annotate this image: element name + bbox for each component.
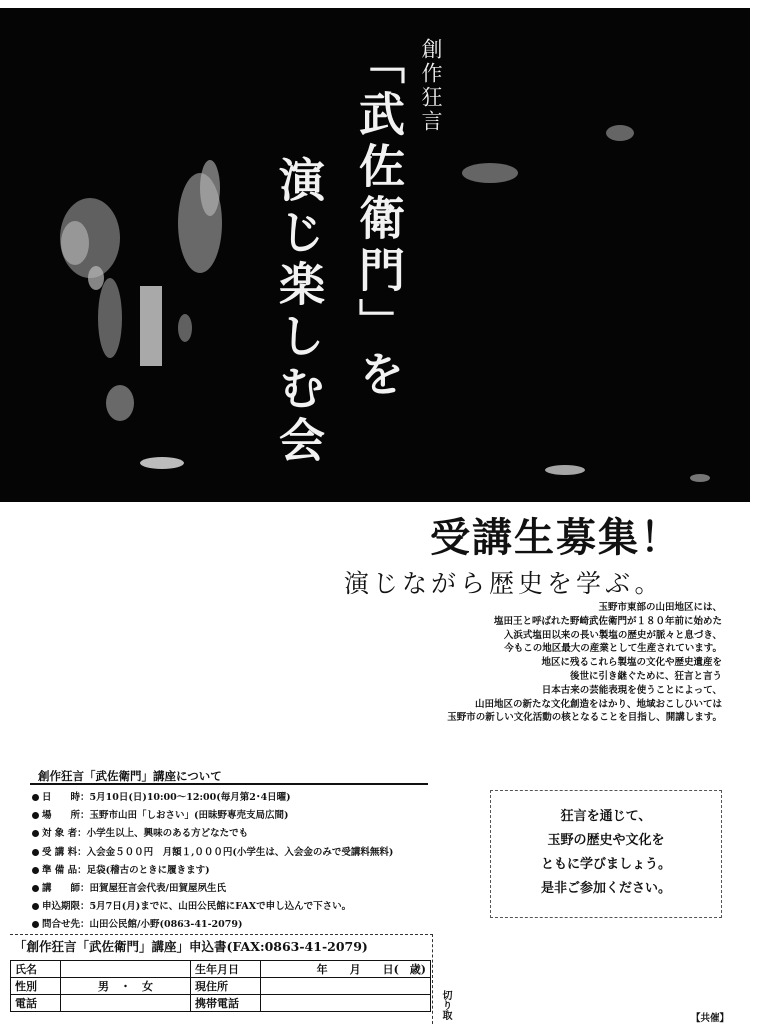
info-item-text: 受 講 料：入会金５００円 月額１,０００円(小学生は、入会金のみで受講料無料) bbox=[42, 846, 394, 858]
info-item bbox=[32, 825, 393, 843]
intro-line: 玉野市の新しい文化活動の核となることを目指し、開講します。 bbox=[447, 712, 722, 724]
info-item-text: 講 師：田賀屋狂言会代表/田賀屋夙生氏 bbox=[42, 883, 226, 895]
name-label: 氏名 bbox=[11, 961, 61, 978]
intro-paragraph bbox=[447, 601, 722, 725]
cut-here-label: 切り取 bbox=[440, 990, 451, 1020]
bullet-icon bbox=[32, 903, 39, 910]
phone-field[interactable] bbox=[61, 995, 191, 1012]
mobile-field[interactable] bbox=[261, 995, 431, 1012]
address-field[interactable] bbox=[261, 978, 431, 995]
info-item bbox=[32, 898, 393, 916]
bullet-icon bbox=[32, 812, 39, 819]
bullet-icon bbox=[32, 885, 39, 892]
recruitment-headline: 受講生募集！ bbox=[430, 514, 682, 561]
intro-line: 山田地区の新たな文化創造をはかり、地域おこしひいては bbox=[474, 698, 722, 710]
gender-label: 性別 bbox=[11, 978, 61, 995]
callout-line: 狂言を通じて、 bbox=[560, 809, 652, 824]
info-item-text: 場 所：玉野市山田「しおさい」(田昧野専売支局広間) bbox=[42, 810, 289, 822]
mobile-label: 携帯電話 bbox=[191, 995, 261, 1012]
info-item-text: 対 象 者：小学生以上、興味のある方どなたでも bbox=[42, 828, 249, 840]
bullet-icon bbox=[32, 849, 39, 856]
birth-field[interactable]: 年 月 日( 歳) bbox=[261, 961, 431, 978]
intro-line: 玉野市東部の山田地区には、 bbox=[598, 602, 722, 613]
intro-line: 日本古来の芸能表現を使うことによって、 bbox=[541, 684, 722, 696]
info-item bbox=[32, 862, 393, 880]
hero-photo-panel bbox=[0, 8, 750, 502]
info-item-text: 問合せ先：山田公民館/小野(0863-41-2079) bbox=[42, 919, 243, 931]
address-label: 現住所 bbox=[191, 978, 261, 995]
name-field[interactable] bbox=[61, 961, 191, 978]
table-row bbox=[11, 961, 431, 978]
callout-line: 是非ご参加ください。 bbox=[540, 881, 671, 896]
phone-label: 電話 bbox=[11, 995, 61, 1012]
callout-line: ともに学びましょう。 bbox=[540, 857, 671, 872]
bullet-icon bbox=[32, 830, 39, 837]
info-item-text: 準 備 品：足袋(稽古のときに履きます) bbox=[42, 864, 210, 876]
info-item bbox=[32, 916, 393, 934]
info-item-text: 申込期限：5月7日(月)までに、山田公民館にFAXで申し込んで下さい。 bbox=[42, 901, 352, 913]
cut-line bbox=[432, 934, 433, 1024]
application-form bbox=[10, 960, 431, 1012]
info-item bbox=[32, 880, 393, 898]
sponsor-label: 【共催】 bbox=[691, 1013, 730, 1024]
bullet-icon bbox=[32, 867, 39, 874]
info-item-text: 日 時：5月10日(日)10:00～12:00(毎月第2･4日曜) bbox=[42, 792, 291, 803]
hero-title-line1: 「武佐衛門」を bbox=[352, 38, 406, 402]
intro-line: 塩田王と呼ばれた野崎武佐衛門が１８０年前に始めた bbox=[493, 615, 722, 627]
course-info-title: 創作狂言「武佐衛門」講座について bbox=[38, 769, 222, 783]
table-row bbox=[11, 995, 431, 1012]
callout-line: 玉野の歴史や文化を bbox=[547, 833, 665, 848]
table-row bbox=[11, 978, 431, 995]
hero-subtitle: 創作狂言 bbox=[419, 38, 443, 134]
gender-field[interactable]: 男 ・ 女 bbox=[61, 978, 191, 995]
cut-line bbox=[10, 934, 433, 935]
hero-title-line2: 演じ楽しむ会 bbox=[272, 156, 326, 468]
application-form-title: 「創作狂言「武佐衛門」講座」申込書(FAX:0863-41-2079) bbox=[14, 939, 368, 954]
birth-label: 生年月日 bbox=[191, 961, 261, 978]
intro-line: 地区に残るこれら製塩の文化や歴史遺産を bbox=[541, 657, 722, 669]
divider bbox=[30, 783, 428, 785]
callout-box bbox=[490, 790, 722, 918]
intro-line: 入浜式塩田以来の長い製塩の歴史が脈々と息づき、 bbox=[503, 629, 722, 641]
tagline: 演じながら歴史を学ぶ。 bbox=[344, 569, 664, 598]
info-item bbox=[32, 807, 393, 825]
bullet-icon bbox=[32, 921, 39, 928]
intro-line: 後世に引き継ぐために、狂言と言う bbox=[569, 670, 722, 682]
info-item bbox=[32, 844, 393, 862]
course-info-list bbox=[32, 789, 393, 935]
info-item bbox=[32, 789, 393, 807]
intro-line: 今もこの地区最大の産業として生産されています。 bbox=[504, 643, 722, 655]
bullet-icon bbox=[32, 794, 39, 801]
